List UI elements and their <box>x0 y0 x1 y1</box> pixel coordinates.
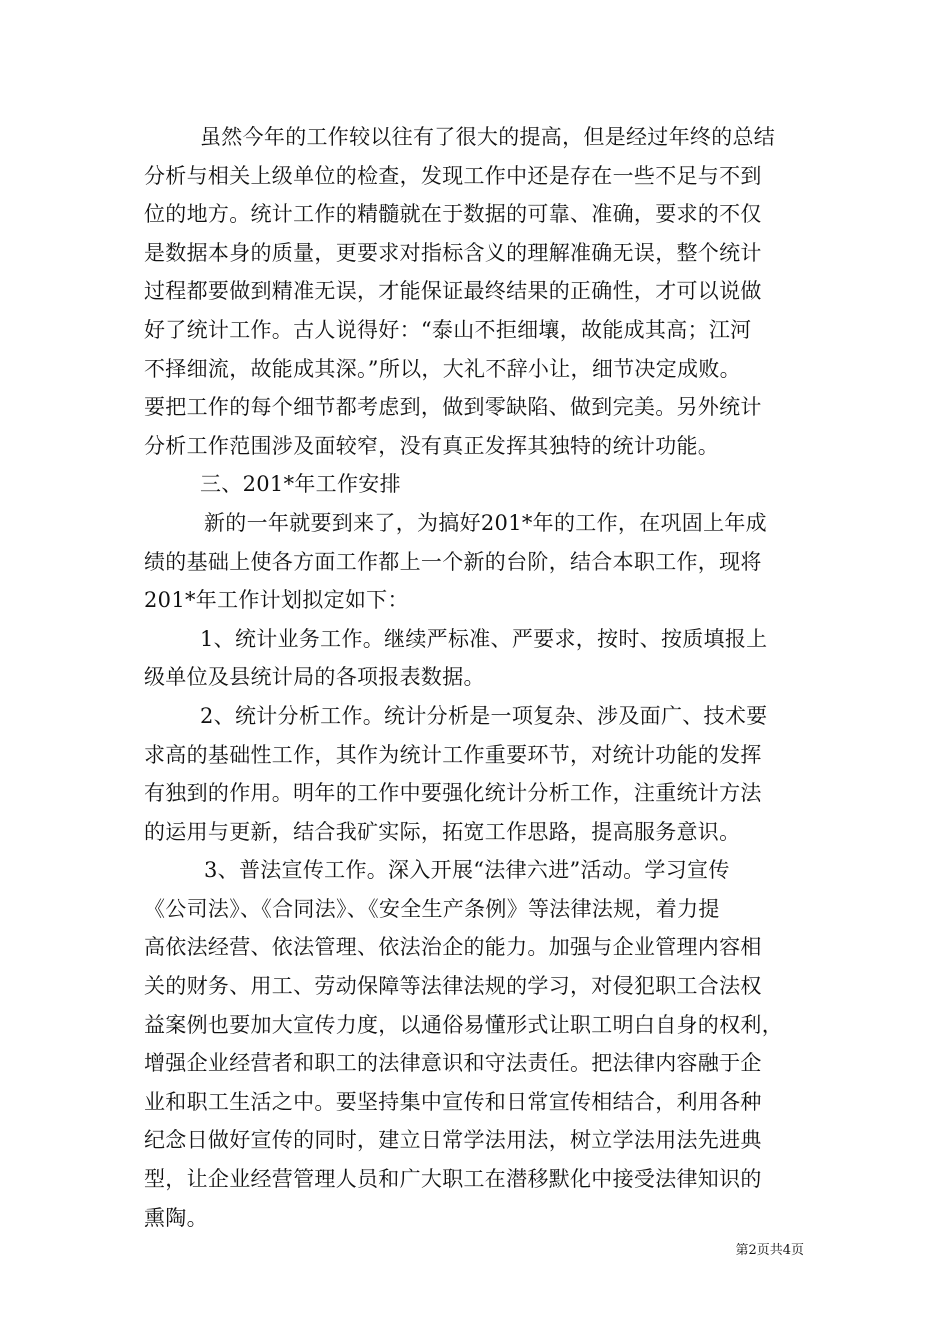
text-line: 2、统计分析工作。统计分析是一项复杂、涉及面广、技术要 <box>200 703 768 728</box>
text-line: 《公司法》、《合同法》、《安全生产条例》等法律法规，着力提 <box>144 896 720 921</box>
text-line: 绩的基础上使各方面工作都上一个新的台阶，结合本职工作，现将 <box>144 549 762 574</box>
text-line: 高依法经营、依法管理、依法治企的能力。加强与企业管理内容相 <box>144 935 762 960</box>
document-body <box>144 118 816 1237</box>
text-line: 新的一年就要到来了，为搞好201*年的工作，在巩固上年成 <box>204 510 767 535</box>
plan-item-2 <box>144 697 816 851</box>
text-line: 业和职工生活之中。要坚持集中宣传和日常宣传相结合，利用各种 <box>144 1089 762 1114</box>
text-line: 求高的基础性工作，其作为统计工作重要环节，对统计功能的发挥 <box>144 742 762 767</box>
text-line: 要把工作的每个细节都考虑到，做到零缺陷、做到完美。另外统计 <box>144 395 762 420</box>
text-line: 纪念日做好宣传的同时，建立日常学法用法，树立学法用法先进典 <box>144 1128 762 1153</box>
text-line: 好了统计工作。古人说得好：“泰山不拒细壤，故能成其高；江河 <box>144 317 752 342</box>
text-line: 型，让企业经营管理人员和广大职工在潜移默化中接受法律知识的 <box>144 1167 762 1192</box>
text-line: 是数据本身的质量，更要求对指标含义的理解准确无误，整个统计 <box>144 240 762 265</box>
text-line: 位的地方。统计工作的精髓就在于数据的可靠、准确，要求的不仅 <box>144 202 762 227</box>
text-line: 3、普法宣传工作。深入开展“法律六进”活动。学习宣传 <box>204 858 730 883</box>
text-line: 关的财务、用工、劳动保障等法律法规的学习，对侵犯职工合法权 <box>144 974 762 999</box>
text-line: 熏陶。 <box>144 1205 208 1230</box>
page-number: 第2页共4页 <box>735 1243 804 1258</box>
text-line: 益案例也要加大宣传力度，以通俗易懂形式让职工明白自身的权利， <box>144 1012 783 1037</box>
text-line: 不择细流，故能成其深。”所以，大礼不辞小让，细节决定成败。 <box>144 356 741 381</box>
text-line: 201*年工作计划拟定如下： <box>144 588 409 613</box>
plan-item-3 <box>144 851 816 1237</box>
text-line: 1、统计业务工作。继续严标准、严要求，按时、按质填报上 <box>200 626 768 651</box>
text-line: 的运用与更新，结合我矿实际，拓宽工作思路，提高服务意识。 <box>144 819 741 844</box>
text-line: 分析与相关上级单位的检查，发现工作中还是存在一些不足与不到 <box>144 163 762 188</box>
heading-text: 三、201*年工作安排 <box>200 472 401 497</box>
text-line: 过程都要做到精准无误，才能保证最终结果的正确性，才可以说做 <box>144 279 762 304</box>
section-heading <box>144 465 816 504</box>
text-line: 增强企业经营者和职工的法律意识和守法责任。把法律内容融于企 <box>144 1051 762 1076</box>
plan-item-1 <box>144 620 816 697</box>
text-line: 有独到的作用。明年的工作中要强化统计分析工作，注重统计方法 <box>144 781 762 806</box>
paragraph-summary <box>144 118 816 465</box>
text-line: 级单位及县统计局的各项报表数据。 <box>144 665 485 690</box>
paragraph-intro <box>144 504 816 620</box>
text-line: 虽然今年的工作较以往有了很大的提高，但是经过年终的总结 <box>200 125 776 149</box>
text-line: 分析工作范围涉及面较窄，没有真正发挥其独特的统计功能。 <box>144 433 720 458</box>
